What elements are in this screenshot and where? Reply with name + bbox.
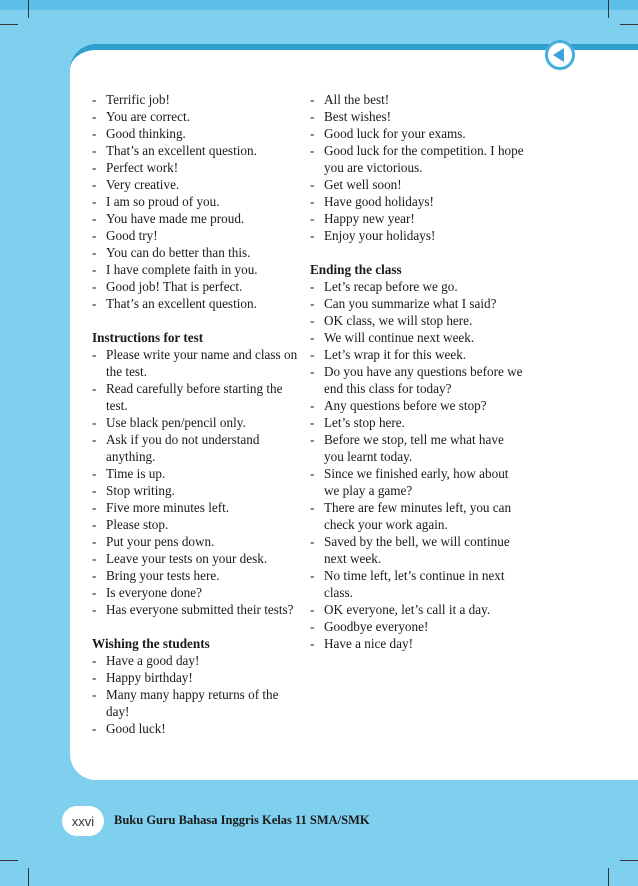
list-item: - That’s an excellent question.	[92, 295, 304, 312]
list-item: - I am so proud of you.	[92, 193, 304, 210]
right-column	[310, 91, 525, 652]
list-item: - Goodbye everyone!	[310, 618, 525, 635]
list-item: - Five more minutes left.	[92, 499, 304, 516]
list-item: - Good thinking.	[92, 125, 304, 142]
list-item: - Have good holidays!	[310, 193, 525, 210]
wishing-list	[92, 652, 304, 737]
list-item: - Terrific job!	[92, 91, 304, 108]
list-item: - Use black pen/pencil only.	[92, 414, 304, 431]
list-item: - Have a nice day!	[310, 635, 525, 652]
back-button[interactable]	[545, 40, 575, 70]
list-item: - Happy new year!	[310, 210, 525, 227]
crop-mark	[28, 0, 29, 18]
list-item: - You are correct.	[92, 108, 304, 125]
left-column	[92, 91, 304, 737]
list-item: - Best wishes!	[310, 108, 525, 125]
list-item: - Any questions before we stop?	[310, 397, 525, 414]
test-list	[92, 346, 304, 618]
list-item: - Let’s recap before we go.	[310, 278, 525, 295]
list-item: - Before we stop, tell me what have you learnt today.	[310, 431, 525, 465]
list-item: - OK everyone, let’s call it a day.	[310, 601, 525, 618]
list-item: - Has everyone submitted their tests?	[92, 601, 304, 618]
list-item: - Many many happy returns of the day!	[92, 686, 304, 720]
crop-mark	[28, 868, 29, 886]
crop-mark	[620, 860, 638, 861]
list-item: - You have made me proud.	[92, 210, 304, 227]
list-item: - Get well soon!	[310, 176, 525, 193]
wishes-list	[310, 91, 525, 244]
list-item: - Let’s stop here.	[310, 414, 525, 431]
crop-mark	[0, 860, 18, 861]
list-item: - All the best!	[310, 91, 525, 108]
list-item: - Bring your tests here.	[92, 567, 304, 584]
crop-mark	[620, 24, 638, 25]
crop-mark	[0, 24, 18, 25]
list-item: - Saved by the bell, we will continue next week.	[310, 533, 525, 567]
section-heading-test: Instructions for test	[92, 330, 204, 345]
list-item: - Please write your name and class on the test.	[92, 346, 304, 380]
list-item: - Ask if you do not understand anything.	[92, 431, 304, 465]
crop-mark	[608, 868, 609, 886]
list-item: - There are few minutes left, you can check your work again.	[310, 499, 525, 533]
list-item: - I have complete faith in you.	[92, 261, 304, 278]
ending-list	[310, 278, 525, 652]
list-item: - You can do better than this.	[92, 244, 304, 261]
list-item: - Good luck for your exams.	[310, 125, 525, 142]
list-item: - Good luck for the competition. I hope you are victorious.	[310, 142, 525, 176]
list-item: - Read carefully before starting the test.	[92, 380, 304, 414]
list-item: - Stop writing.	[92, 482, 304, 499]
list-item: - Happy birthday!	[92, 669, 304, 686]
top-strip	[0, 0, 638, 10]
list-item: - Have a good day!	[92, 652, 304, 669]
section-heading-wishing: Wishing the students	[92, 636, 210, 651]
list-item: - That’s an excellent question.	[92, 142, 304, 159]
list-item: - Good job! That is perfect.	[92, 278, 304, 295]
list-item: - Let’s wrap it for this week.	[310, 346, 525, 363]
list-item: - Enjoy your holidays!	[310, 227, 525, 244]
section-heading-ending: Ending the class	[310, 262, 402, 277]
list-item: - Is everyone done?	[92, 584, 304, 601]
list-item: - Since we finished early, how about we play a game?	[310, 465, 525, 499]
list-item: - Good try!	[92, 227, 304, 244]
list-item: - Leave your tests on your desk.	[92, 550, 304, 567]
list-item: - Very creative.	[92, 176, 304, 193]
list-item: - Please stop.	[92, 516, 304, 533]
list-item: - OK class, we will stop here.	[310, 312, 525, 329]
list-item: - We will continue next week.	[310, 329, 525, 346]
list-item: - Perfect work!	[92, 159, 304, 176]
list-item: - Time is up.	[92, 465, 304, 482]
praise-list	[92, 91, 304, 312]
list-item: - Can you summarize what I said?	[310, 295, 525, 312]
footer-book-title: Buku Guru Bahasa Inggris Kelas 11 SMA/SMK	[114, 813, 370, 827]
list-item: - No time left, let’s continue in next class.	[310, 567, 525, 601]
list-item: - Good luck!	[92, 720, 304, 737]
page-number: xxvi	[62, 806, 104, 836]
list-item: - Put your pens down.	[92, 533, 304, 550]
triangle-left-icon	[553, 48, 564, 62]
list-item: - Do you have any questions before we end this class for today?	[310, 363, 525, 397]
crop-mark	[608, 0, 609, 18]
